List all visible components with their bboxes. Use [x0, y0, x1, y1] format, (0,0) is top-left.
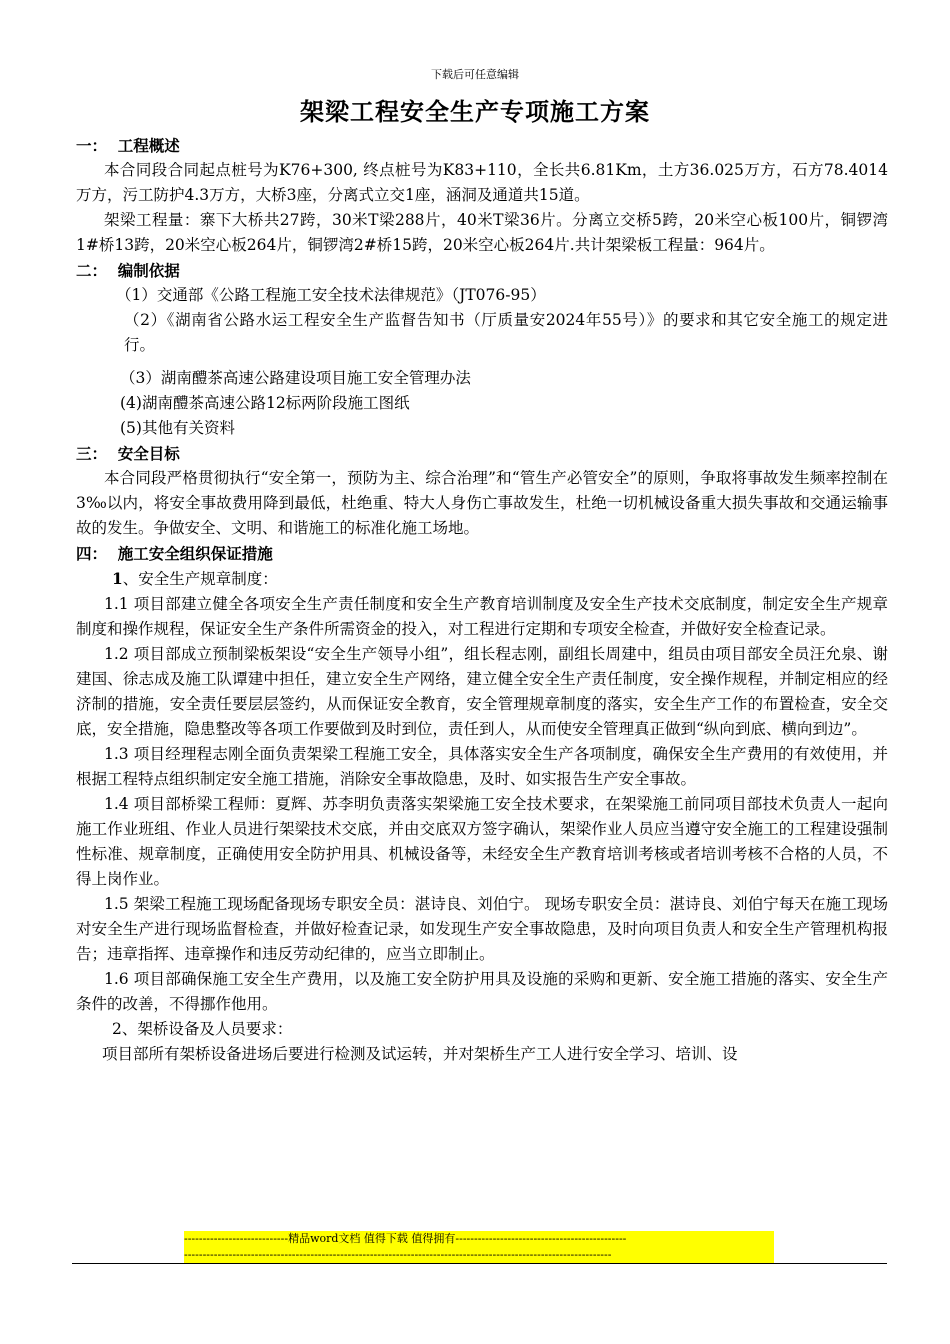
document-body — [76, 133, 888, 1067]
section-4-last-line: 项目部所有架桥设备进场后要进行检测及试运转，并对架桥生产工人进行安全学习、培训、设 — [102, 1045, 738, 1063]
clause-1-6: 1.6 项目部确保施工安全生产费用，以及施工安全防护用具及设施的采购和更新、安全施工措施的落实、安全生产条件的改善，不得挪作他用。 — [76, 970, 888, 1013]
document-title: 架梁工程安全生产专项施工方案 — [300, 97, 650, 126]
clause-1-2: 1.2 项目部成立预制梁板架设“安全生产领导小组”，组长程志刚，副组长周建中，组员由项目部安全员汪允泉、谢建国、徐志成及施工队谭建中担任，建立安全生产网络，建立健全安全生产责任制度，安全操作规程，并制定相应的经济制的措施，安全责任要层层签约，从而保证安全教育，安全管理规章制度的落实，安全生产工作的布置检查，安全交底，安全措施，隐患整改等各项工作要做到及时到位，责任到人，从而使安全管理真正做到“纵向到底、横向到边”。 — [76, 645, 888, 738]
section-2-item-1: （1）交通部《公路工程施工安全技术法律规范》（JT076-95） — [116, 286, 546, 304]
section-2-item-2-text: （2）《湖南省公路水运工程安全生产监督告知书（厅质量安2024年55号）》的要求和其它安全施工的规定进行。 — [124, 311, 888, 354]
section-4-subheading-1 — [76, 566, 888, 592]
section-4-subheading-2: 2、架桥设备及人员要求： — [112, 1020, 293, 1038]
section-3-heading: 三： 安全目标 — [76, 444, 180, 463]
clause-1-4: 1.4 项目部桥梁工程师：夏辉、苏李明负责落实架梁施工安全技术要求，在架梁施工前同项目部技术负责人一起向施工作业班组、作业人员进行架梁技术交底，并由交底双方签字确认，架梁作业人员应当遵守安全施工的工程建设强制性标准、规章制度，正确使用安全防护用具、机械设备等，未经安全生产教育培训考核或者培训考核不合格的人员，不得上岗作业。 — [76, 795, 888, 888]
footer-line-2: ------------------------------------------------------------------------------------------------------------------- — [184, 1248, 612, 1261]
subheading-1-text: 、安全生产规章制度： — [122, 570, 278, 588]
clause-1-5: 1.5 架梁工程施工现场配备现场专职安全员：湛诗良、刘伯宁。 现场专职安全员：湛诗良、刘伯宁每天在施工现场对安全生产进行现场监督检查，并做好检查记录，如发现生产安全事故隐患，及时向项目负责人和安全生产管理机构报告；违章指挥、违章操作和违反劳动纪律的，应当立即制止。 — [76, 895, 888, 963]
header-note: 下载后可任意编辑 — [431, 68, 519, 81]
section-2-item-4: (4)湖南醴茶高速公路12标两阶段施工图纸 — [120, 394, 410, 412]
section-1-heading: 一： 工程概述 — [76, 136, 180, 155]
section-4-heading: 四： 施工安全组织保证措施 — [76, 544, 273, 563]
section-2-heading: 二： 编制依据 — [76, 261, 180, 280]
footer-rule — [72, 1263, 887, 1264]
footer-line-1: ----------------------------精品word文档 值得下载 值得拥有---------------------------------------------- — [184, 1232, 627, 1245]
clause-1-3: 1.3 项目经理程志刚全面负责架梁工程施工安全，具体落实安全生产各项制度，确保安全生产费用的有效使用，并根据工程特点组织制定安全施工措施，消除安全事故隐患，及时、如实报告生产安全事故。 — [76, 745, 888, 788]
section-1-paragraph-2: 架梁工程量：寨下大桥共27跨，30米T梁288片，40米T梁36片。分离立交桥5跨，20米空心板100片，铜锣湾1#桥13跨，20米空心板264片，铜锣湾2#桥15跨，20米空心板264片.共计架梁板工程量：964片。 — [76, 211, 888, 254]
section-2-item-2 — [76, 308, 888, 358]
footer-banner — [184, 1231, 774, 1263]
section-3-paragraph: 本合同段严格贯彻执行“安全第一，预防为主、综合治理”和“管生产必管安全”的原则，争取将事故发生频率控制在3‰以内，将安全事故费用降到最低，杜绝重、特大人身伤亡事故发生，杜绝一切机械设备重大损失事故和交通运输事故的发生。争做安全、文明、和谐施工的标准化施工场地。 — [76, 469, 888, 537]
section-1-paragraph-1: 本合同段合同起点桩号为K76+300, 终点桩号为K83+110，全长共6.81Km，土方36.025万方，石方78.4014万方，污工防护4.3万方，大桥3座，分离式立交1座，涵洞及通道共15道。 — [76, 161, 888, 204]
section-2-item-5: (5)其他有关资料 — [120, 419, 235, 437]
section-2-item-3: （3）湖南醴茶高速公路建设项目施工安全管理办法 — [120, 369, 471, 387]
clause-1-1: 1.1 项目部建立健全各项安全生产责任制度和安全生产教育培训制度及安全生产技术交底制度，制定安全生产规章制度和操作规程，保证安全生产条件所需资金的投入，对工程进行定期和专项安全检查，并做好安全检查记录。 — [76, 595, 888, 638]
subheading-1-number: 1 — [112, 569, 123, 588]
